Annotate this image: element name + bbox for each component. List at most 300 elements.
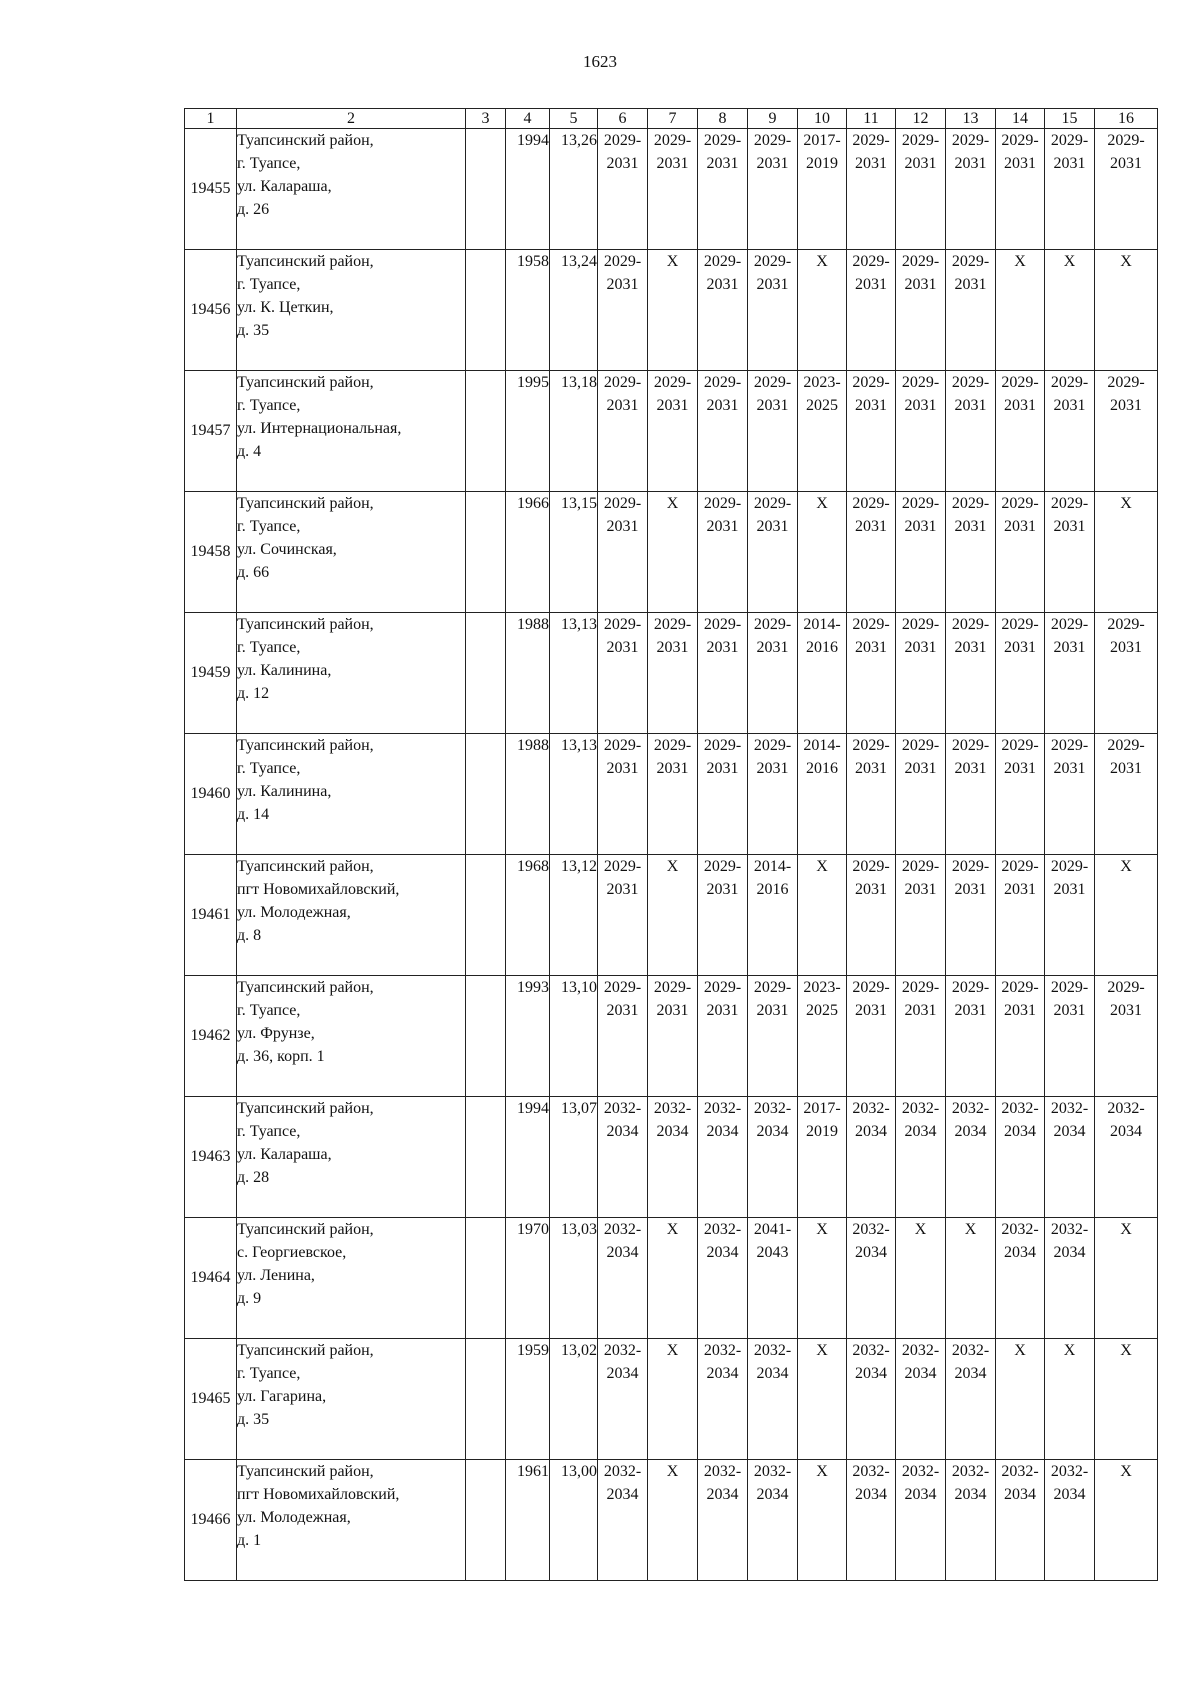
period-cell	[1095, 855, 1158, 976]
period-text: 2016	[756, 881, 789, 898]
period-text: 2032-	[852, 1342, 890, 1359]
period-cell	[1095, 1097, 1158, 1218]
period-text: 2031	[606, 881, 639, 898]
housing-registry-table	[184, 108, 1158, 1581]
period-cell	[1045, 1218, 1095, 1339]
address-line: ул. Калинина,	[237, 662, 332, 679]
period-cell	[847, 734, 896, 855]
address-line: Туапсинский район,	[237, 858, 374, 875]
period-text: 2029-	[653, 132, 692, 149]
period-text: 2031	[706, 639, 739, 656]
period-text: 2034	[1004, 1486, 1036, 1503]
period-text: X	[1014, 1342, 1026, 1359]
period-text: 2034	[855, 1123, 887, 1140]
col-header: 15	[1045, 109, 1095, 129]
period-text: 2031	[1053, 760, 1086, 777]
period-text: 2029-	[951, 253, 990, 270]
period-cell	[748, 1097, 798, 1218]
period-text: 2032-	[1050, 1221, 1089, 1238]
period-cell	[996, 492, 1045, 613]
period-text: 2034	[1004, 1244, 1036, 1261]
period-cell	[748, 1460, 798, 1581]
period-cell	[996, 371, 1045, 492]
period-cell	[847, 129, 896, 250]
period-text: 2029-	[901, 858, 940, 875]
period-text: X	[1120, 1463, 1132, 1480]
period-text: 2031	[606, 276, 639, 293]
period-cell	[896, 1339, 946, 1460]
period-cell	[896, 1097, 946, 1218]
period-text: 2029-	[951, 495, 990, 512]
column-3-cell	[466, 613, 506, 734]
period-text: X	[666, 1463, 679, 1480]
period-cell	[648, 371, 698, 492]
year-cell: 1994	[506, 1097, 550, 1218]
period-text: 2032-	[703, 1463, 742, 1480]
period-cell	[648, 613, 698, 734]
period-cell	[1045, 1460, 1095, 1581]
period-cell	[698, 250, 748, 371]
period-text: 2029-	[852, 132, 890, 149]
value-cell: 13,26	[550, 129, 598, 250]
period-text: 2031	[1053, 639, 1086, 656]
page-number: 1623	[583, 52, 617, 71]
period-cell	[648, 250, 698, 371]
address-cell	[237, 1339, 466, 1460]
period-text: 2034	[756, 1365, 789, 1382]
period-text: 2031	[706, 155, 739, 172]
period-cell	[698, 129, 748, 250]
period-text: X	[1120, 253, 1132, 270]
period-text: 2029-	[603, 858, 642, 875]
period-cell	[748, 129, 798, 250]
period-text: 2032-	[703, 1100, 742, 1117]
col-header: 2	[237, 109, 466, 129]
period-cell	[896, 371, 946, 492]
period-cell	[1095, 613, 1158, 734]
period-text: 2029-	[901, 737, 940, 754]
period-text: 2034	[606, 1486, 639, 1503]
address-cell	[237, 250, 466, 371]
period-text: 2032-	[753, 1100, 792, 1117]
period-cell	[748, 250, 798, 371]
address-line: ул. Фрунзе,	[237, 1025, 315, 1042]
table-row	[185, 1218, 1158, 1339]
period-text: 2032-	[951, 1100, 990, 1117]
period-text: 2025	[806, 397, 838, 414]
period-cell	[1045, 734, 1095, 855]
period-text: 2031	[954, 639, 987, 656]
period-text: 2034	[706, 1486, 739, 1503]
period-text: 2029-	[753, 132, 792, 149]
period-text: 2031	[756, 760, 789, 777]
col-header: 1	[185, 109, 237, 129]
period-cell	[698, 1339, 748, 1460]
period-cell	[946, 613, 996, 734]
address-line: Туапсинский район,	[237, 979, 374, 996]
period-text: 2034	[1053, 1244, 1086, 1261]
address-cell	[237, 492, 466, 613]
period-cell	[996, 1460, 1045, 1581]
row-number: 19465	[185, 1339, 237, 1460]
period-text: 2029-	[753, 979, 792, 996]
period-text: X	[816, 253, 828, 270]
period-cell	[1095, 129, 1158, 250]
period-text: 2034	[756, 1123, 789, 1140]
period-text: 2031	[1004, 518, 1036, 535]
period-text: 2034	[855, 1365, 887, 1382]
address-line: ул. Гагарина,	[237, 1388, 327, 1405]
address-line: ул. Калараша,	[237, 178, 332, 195]
period-cell	[598, 1460, 648, 1581]
period-cell	[598, 250, 648, 371]
period-cell	[698, 492, 748, 613]
col-header: 13	[946, 109, 996, 129]
col-header: 6	[598, 109, 648, 129]
address-line: Туапсинский район,	[237, 1221, 374, 1238]
value-cell: 13,24	[550, 250, 598, 371]
period-text: 2029-	[603, 616, 642, 633]
period-text: 2031	[1004, 397, 1036, 414]
address-line: ул. Калараша,	[237, 1146, 332, 1163]
period-cell	[946, 1218, 996, 1339]
period-cell	[598, 1097, 648, 1218]
period-cell	[698, 613, 748, 734]
address-line: Туапсинский район,	[237, 737, 374, 754]
period-cell	[698, 1097, 748, 1218]
period-cell	[996, 1218, 1045, 1339]
period-text: 2029-	[1001, 737, 1039, 754]
year-cell: 1968	[506, 855, 550, 976]
period-cell	[748, 492, 798, 613]
period-cell	[598, 976, 648, 1097]
period-text: 2034	[954, 1365, 987, 1382]
period-cell	[896, 613, 946, 734]
period-text: 2029-	[1001, 858, 1039, 875]
period-text: 2032-	[703, 1221, 742, 1238]
period-cell	[798, 492, 847, 613]
period-text: 2029-	[653, 374, 692, 391]
period-cell	[1095, 734, 1158, 855]
period-text: 2029-	[1050, 132, 1089, 149]
period-text: 2029-	[703, 616, 742, 633]
column-3-cell	[466, 1218, 506, 1339]
period-cell	[598, 613, 648, 734]
period-text: 2031	[1004, 155, 1036, 172]
period-text: X	[1120, 1342, 1132, 1359]
address-line: ул. Калинина,	[237, 783, 332, 800]
period-cell	[598, 129, 648, 250]
period-text: 2032-	[852, 1100, 890, 1117]
period-text: 2031	[656, 639, 689, 656]
period-cell	[946, 1097, 996, 1218]
period-text: 2029-	[1107, 616, 1145, 633]
address-line: д. 36, корп. 1	[237, 1048, 325, 1065]
period-cell	[798, 1460, 847, 1581]
table-row	[185, 1460, 1158, 1581]
address-line: Туапсинский район,	[237, 253, 374, 270]
period-cell	[946, 250, 996, 371]
period-text: 2029-	[603, 374, 642, 391]
period-text: 2031	[706, 397, 739, 414]
period-text: 2029-	[852, 979, 890, 996]
value-cell: 13,15	[550, 492, 598, 613]
period-text: 2031	[954, 518, 987, 535]
address-line: Туапсинский район,	[237, 132, 374, 149]
period-cell	[1095, 1460, 1158, 1581]
period-text: 2029-	[951, 132, 990, 149]
address-line: д. 8	[237, 927, 262, 944]
period-text: 2031	[954, 760, 987, 777]
period-text: 2032-	[1001, 1463, 1039, 1480]
period-text: 2031	[904, 760, 937, 777]
column-3-cell	[466, 976, 506, 1097]
period-cell	[896, 492, 946, 613]
period-text: X	[1063, 253, 1076, 270]
period-cell	[648, 1097, 698, 1218]
period-text: 2034	[954, 1486, 987, 1503]
col-header: 7	[648, 109, 698, 129]
period-cell	[847, 1339, 896, 1460]
period-text: 2031	[606, 397, 639, 414]
period-cell	[698, 855, 748, 976]
address-cell	[237, 976, 466, 1097]
period-text: 2031	[656, 760, 689, 777]
period-cell	[996, 129, 1045, 250]
address-line: г. Туапсе,	[237, 1123, 301, 1140]
period-cell	[798, 734, 847, 855]
period-text: 2034	[904, 1486, 937, 1503]
column-3-cell	[466, 129, 506, 250]
period-cell	[798, 371, 847, 492]
col-header: 16	[1095, 109, 1158, 129]
period-text: 2031	[904, 639, 937, 656]
period-text: X	[816, 1221, 828, 1238]
value-cell: 13,12	[550, 855, 598, 976]
address-line: г. Туапсе,	[237, 639, 301, 656]
period-text: 2029-	[703, 132, 742, 149]
year-cell: 1988	[506, 734, 550, 855]
period-cell	[748, 976, 798, 1097]
period-text: X	[1014, 253, 1026, 270]
period-text: 2029-	[753, 374, 792, 391]
period-text: 2031	[904, 276, 937, 293]
period-text: 2031	[706, 1002, 739, 1019]
column-3-cell	[466, 734, 506, 855]
period-text: 2031	[1053, 518, 1086, 535]
row-number: 19464	[185, 1218, 237, 1339]
period-text: 2016	[806, 760, 838, 777]
period-text: X	[1063, 1342, 1076, 1359]
year-cell: 1966	[506, 492, 550, 613]
year-cell: 1970	[506, 1218, 550, 1339]
period-text: 2031	[656, 1002, 689, 1019]
table-row	[185, 371, 1158, 492]
period-text: 2032-	[703, 1342, 742, 1359]
table-body	[185, 129, 1158, 1581]
period-text: X	[816, 495, 828, 512]
period-text: 2029-	[852, 374, 890, 391]
period-cell	[798, 250, 847, 371]
period-cell	[996, 1097, 1045, 1218]
period-text: 2029-	[1050, 616, 1089, 633]
address-line: Туапсинский район,	[237, 1342, 374, 1359]
period-text: 2029-	[653, 616, 692, 633]
period-text: 2031	[904, 881, 937, 898]
period-text: 2031	[855, 518, 887, 535]
period-text: 2029-	[753, 737, 792, 754]
period-text: 2029-	[1050, 495, 1089, 512]
period-text: 2029-	[653, 979, 692, 996]
period-text: 2031	[954, 397, 987, 414]
period-text: 2017-	[803, 132, 841, 149]
period-text: 2032-	[951, 1463, 990, 1480]
period-cell	[648, 492, 698, 613]
period-text: 2029-	[603, 495, 642, 512]
period-text: 2031	[706, 760, 739, 777]
address-cell	[237, 613, 466, 734]
period-cell	[748, 371, 798, 492]
period-text: 2029-	[1001, 132, 1039, 149]
period-cell	[847, 371, 896, 492]
col-header: 14	[996, 109, 1045, 129]
address-cell	[237, 855, 466, 976]
period-text: X	[1120, 1221, 1132, 1238]
period-text: 2029-	[852, 495, 890, 512]
period-text: 2029-	[603, 979, 642, 996]
period-cell	[996, 1339, 1045, 1460]
row-number: 19461	[185, 855, 237, 976]
value-cell: 13,03	[550, 1218, 598, 1339]
period-text: 2031	[1110, 397, 1142, 414]
period-text: 2029-	[603, 737, 642, 754]
period-text: 2034	[1053, 1486, 1086, 1503]
period-text: 2032-	[753, 1463, 792, 1480]
period-text: 2016	[806, 639, 838, 656]
period-text: 2031	[855, 639, 887, 656]
period-text: 2031	[1110, 639, 1142, 656]
period-text: 2029-	[852, 616, 890, 633]
address-line: г. Туапсе,	[237, 760, 301, 777]
period-cell	[946, 492, 996, 613]
period-text: 2019	[806, 155, 838, 172]
period-text: 2034	[1110, 1123, 1142, 1140]
year-cell: 1995	[506, 371, 550, 492]
address-line: г. Туапсе,	[237, 276, 301, 293]
col-header: 5	[550, 109, 598, 129]
period-cell	[748, 1339, 798, 1460]
period-text: 2029-	[1050, 737, 1089, 754]
year-cell: 1993	[506, 976, 550, 1097]
address-line: г. Туапсе,	[237, 397, 301, 414]
value-cell: 13,02	[550, 1339, 598, 1460]
period-cell	[896, 1218, 946, 1339]
value-cell: 13,10	[550, 976, 598, 1097]
period-cell	[648, 1339, 698, 1460]
address-line: д. 66	[237, 564, 270, 581]
row-number: 19456	[185, 250, 237, 371]
period-text: 2031	[606, 518, 639, 535]
address-cell	[237, 1097, 466, 1218]
period-text: 2031	[656, 397, 689, 414]
period-text: 2031	[1004, 881, 1036, 898]
period-text: X	[1120, 858, 1132, 875]
period-text: 2031	[954, 155, 987, 172]
period-text: 2034	[904, 1123, 937, 1140]
period-text: 2031	[606, 1002, 639, 1019]
period-text: 2032-	[1001, 1221, 1039, 1238]
year-cell: 1961	[506, 1460, 550, 1581]
address-line: д. 35	[237, 1411, 270, 1428]
period-cell	[946, 976, 996, 1097]
period-text: 2031	[1004, 760, 1036, 777]
period-text: 2034	[756, 1486, 789, 1503]
address-line: ул. Молодежная,	[237, 1509, 351, 1526]
address-line: Туапсинский район,	[237, 1100, 374, 1117]
period-text: 2029-	[1107, 979, 1145, 996]
period-cell	[996, 734, 1045, 855]
period-cell	[1095, 492, 1158, 613]
period-text: 2031	[756, 155, 789, 172]
period-text: 2032-	[1001, 1100, 1039, 1117]
period-cell	[996, 250, 1045, 371]
period-cell	[847, 1460, 896, 1581]
period-cell	[798, 1097, 847, 1218]
period-text: 2029-	[603, 132, 642, 149]
period-cell	[648, 855, 698, 976]
period-text: 2029-	[603, 253, 642, 270]
period-cell	[798, 1218, 847, 1339]
period-cell	[598, 855, 648, 976]
period-cell	[847, 613, 896, 734]
col-header: 10	[798, 109, 847, 129]
period-cell	[598, 734, 648, 855]
period-text: 2031	[756, 639, 789, 656]
period-cell	[598, 1339, 648, 1460]
address-line: ул. Ленина,	[237, 1267, 315, 1284]
row-number: 19457	[185, 371, 237, 492]
period-text: 2032-	[603, 1100, 642, 1117]
period-text: 2031	[706, 276, 739, 293]
period-text: X	[914, 1221, 927, 1238]
period-text: 2034	[954, 1123, 987, 1140]
period-text: 2031	[855, 397, 887, 414]
period-cell	[698, 734, 748, 855]
period-cell	[946, 1460, 996, 1581]
period-cell	[1045, 1339, 1095, 1460]
period-text: 2041-	[753, 1221, 792, 1238]
period-cell	[698, 1460, 748, 1581]
period-text: 2029-	[703, 495, 742, 512]
period-cell	[847, 250, 896, 371]
period-cell	[1045, 250, 1095, 371]
period-text: 2029-	[951, 616, 990, 633]
period-cell	[996, 613, 1045, 734]
period-text: 2014-	[753, 858, 792, 875]
address-line: д. 1	[237, 1532, 262, 1549]
row-number: 19463	[185, 1097, 237, 1218]
period-text: 2032-	[951, 1342, 990, 1359]
period-text: 2029-	[753, 616, 792, 633]
address-line: Туапсинский район,	[237, 495, 374, 512]
period-text: 2034	[855, 1486, 887, 1503]
period-cell	[748, 734, 798, 855]
period-text: 2029-	[951, 737, 990, 754]
period-text: 2014-	[803, 616, 841, 633]
period-text: 2029-	[1107, 737, 1145, 754]
period-text: 2029-	[951, 979, 990, 996]
period-text: X	[666, 858, 679, 875]
